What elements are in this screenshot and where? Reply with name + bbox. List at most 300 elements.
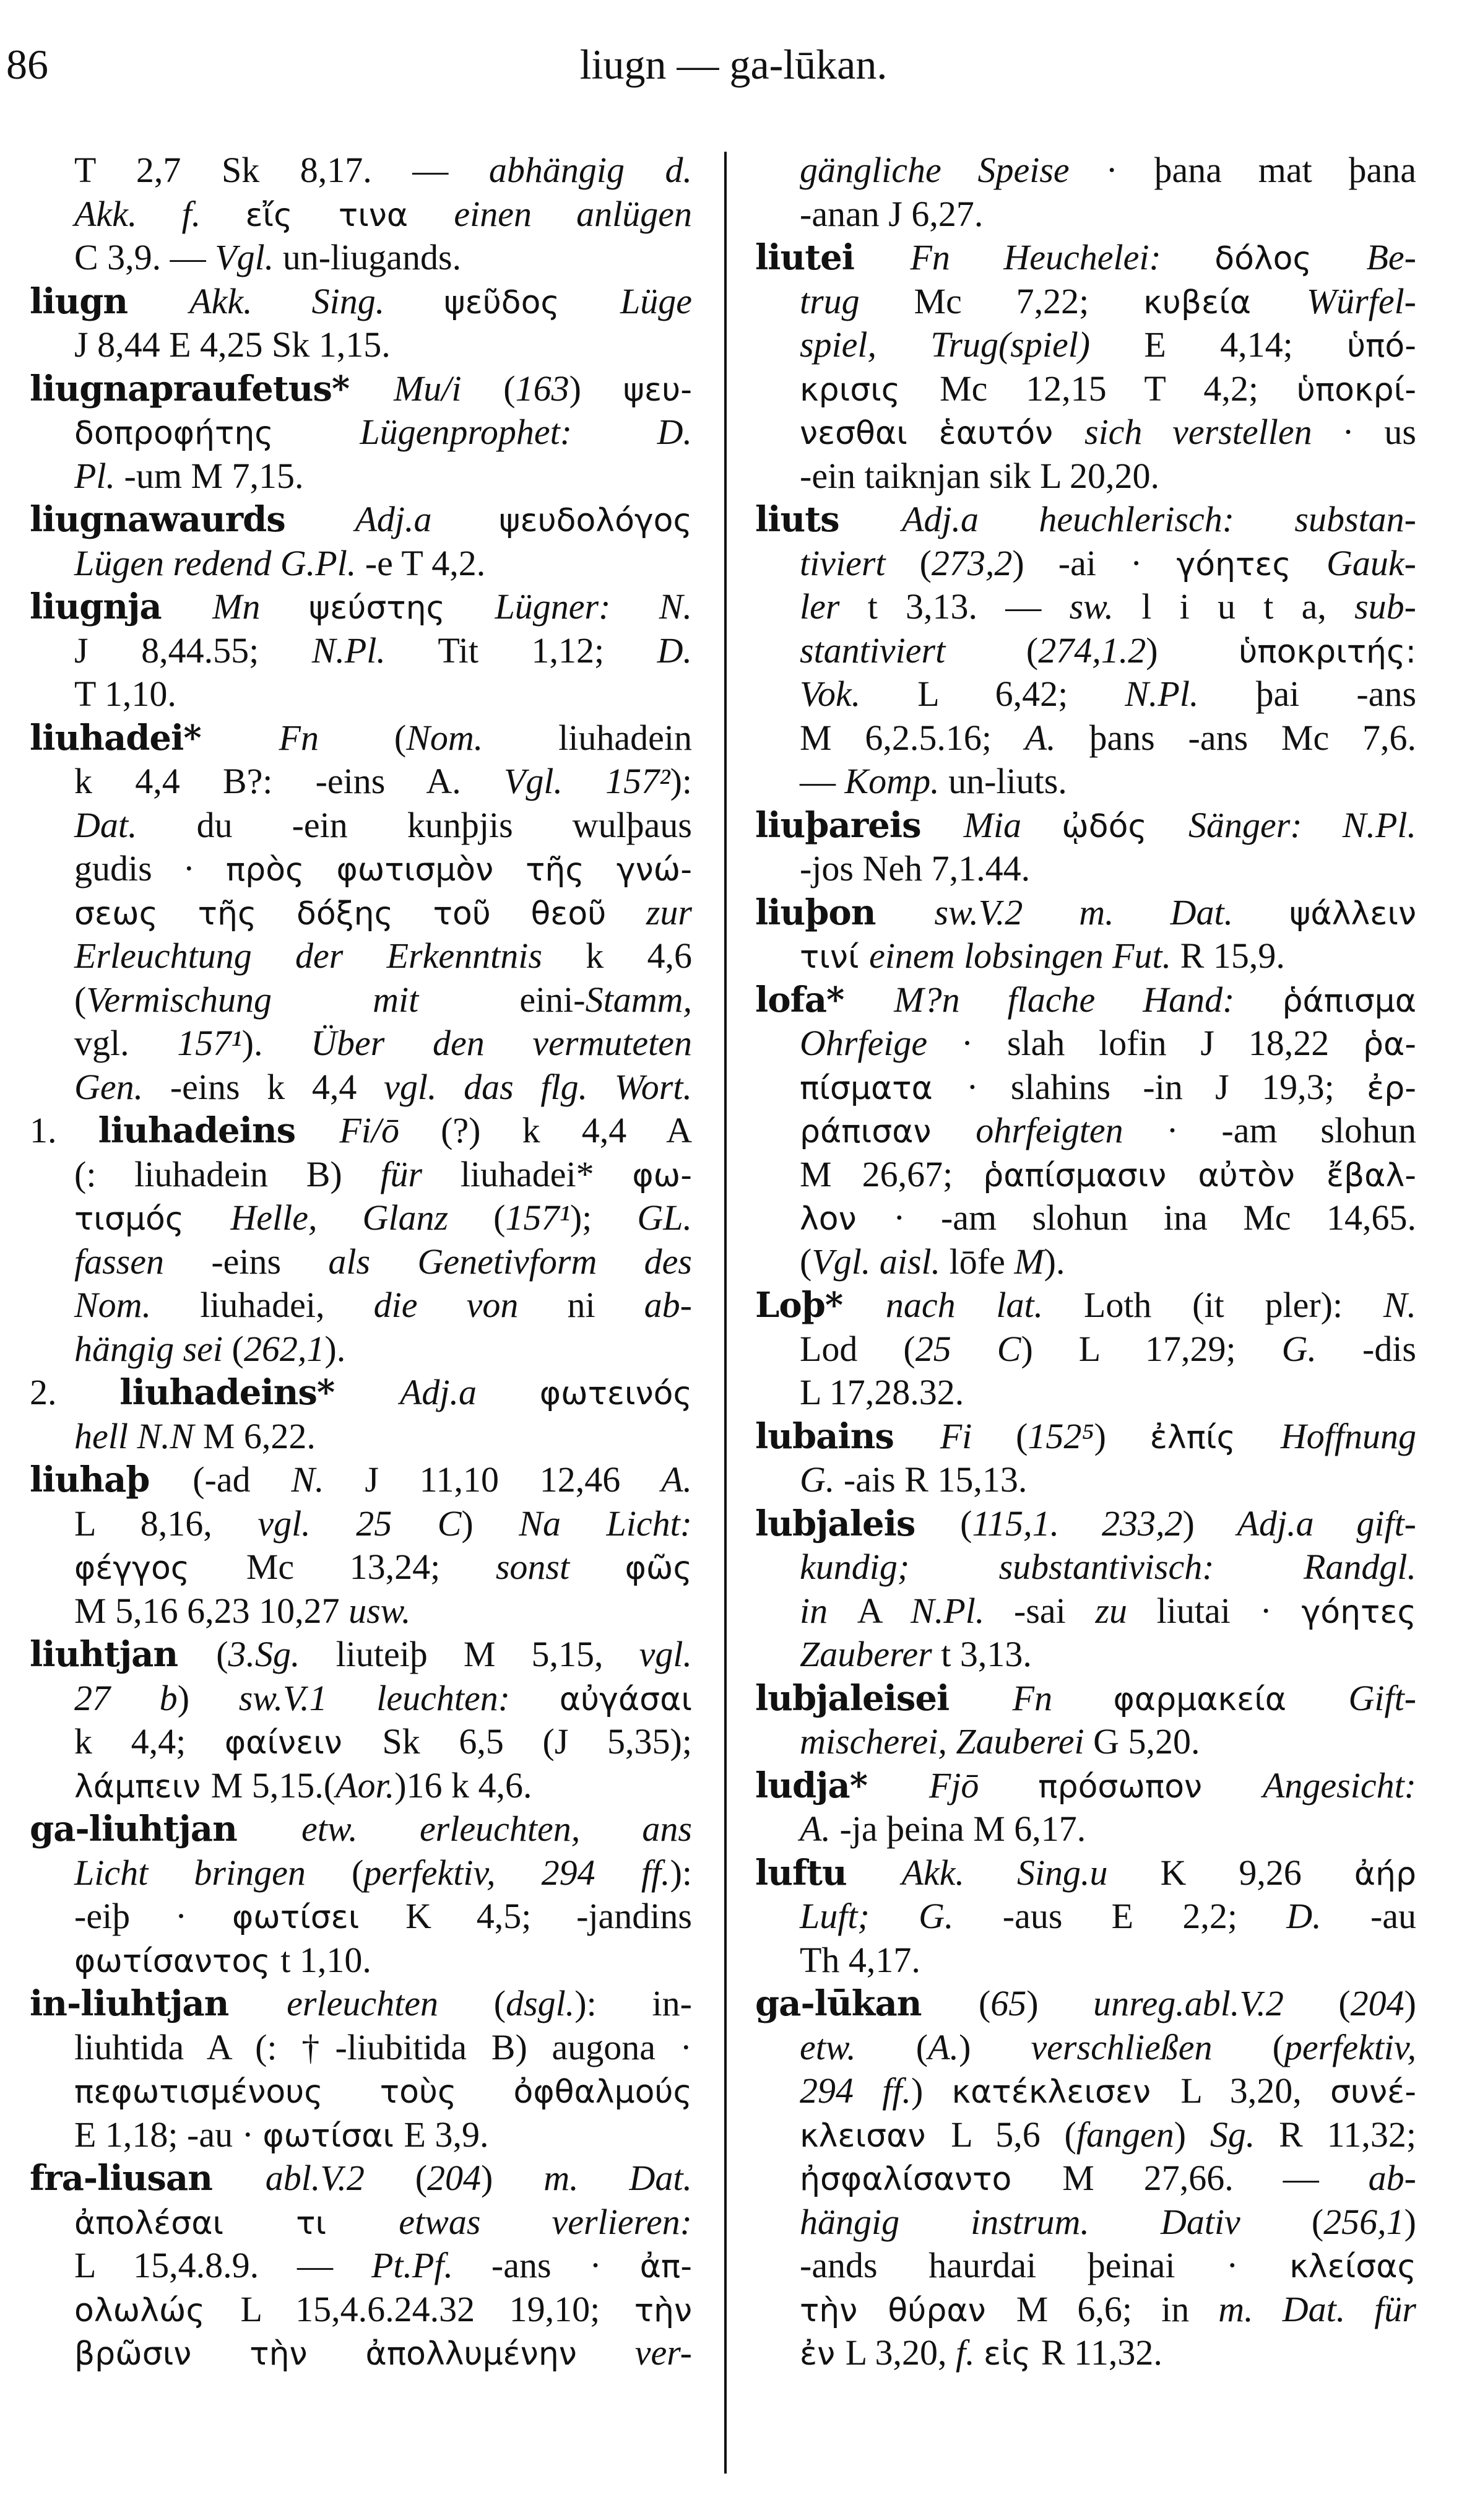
entry-line <box>74 760 692 803</box>
entry-line <box>74 2069 692 2113</box>
greek-text: τὴν θύραν <box>800 2292 1016 2329</box>
italic-gloss: Fi <box>940 1415 1016 1456</box>
headword: ga-lūkan <box>755 1983 979 2024</box>
italic-gloss: usw. <box>348 1590 411 1631</box>
greek-text: κλεισαν <box>800 2117 951 2155</box>
italic-gloss: kundig; substantivisch: Randgl. <box>800 1547 1416 1587</box>
text-run: -ein taiknjan sik L 20,20. <box>800 455 1159 496</box>
headword: ludja* <box>755 1765 929 1806</box>
text-run: J 8,44 E 4,25 Sk 1,15. <box>74 324 391 365</box>
italic-gloss: Luft; <box>800 1896 919 1936</box>
text-run: ) <box>461 1503 519 1544</box>
text-run: un-liugands. <box>282 237 462 277</box>
column-rule <box>724 152 727 2474</box>
italic-gloss: Gen. <box>74 1066 170 1107</box>
text-run: (?) k 4,4 A <box>441 1110 693 1150</box>
entry-line <box>74 193 692 236</box>
text-run: 2. <box>30 1372 120 1412</box>
entry-line <box>74 672 692 716</box>
greek-text: κυβεία <box>1143 284 1307 321</box>
entry-line <box>800 2157 1416 2200</box>
entry-line <box>74 149 692 192</box>
italic-gloss: GL. <box>637 1197 692 1238</box>
italic-gloss: M?n flache Hand: <box>894 979 1283 1020</box>
entry-line <box>74 1327 692 1371</box>
text-run: t 3,13. — <box>867 586 1070 627</box>
italic-gloss: Vgl. aisl. <box>811 1241 950 1282</box>
italic-gloss: hängig instrum. Dativ <box>800 2201 1312 2242</box>
italic-gloss: verschließen <box>1031 2027 1273 2067</box>
text-run: )16 k 4,6. <box>394 1765 532 1805</box>
text-run: Loth (it pler): <box>1083 1285 1383 1325</box>
text-run: ). <box>1044 1241 1065 1282</box>
italic-gloss: N. <box>1383 1285 1416 1325</box>
italic-gloss: Helle, Glanz <box>230 1197 494 1238</box>
headword: in-liuhtjan <box>30 1983 287 2024</box>
text-run: ( <box>1016 1415 1028 1456</box>
italic-gloss: 115,1. 233,2 <box>972 1503 1183 1544</box>
entry-line <box>74 1545 692 1589</box>
italic-gloss: Sg. <box>1210 2114 1279 2155</box>
text-run: -ands haurdai þeinai · <box>800 2245 1290 2285</box>
entry-line <box>74 891 692 934</box>
italic-gloss: in <box>800 1590 857 1631</box>
italic-gloss: f. <box>955 2332 984 2373</box>
entry-line <box>74 542 692 585</box>
italic-gloss: N.Pl. <box>1125 674 1256 714</box>
greek-text: λάμπειν <box>74 1768 211 1805</box>
greek-text: ψευδολόγος <box>499 502 692 539</box>
entry-line <box>74 1939 692 1982</box>
italic-gloss: 157¹ <box>177 1023 242 1063</box>
text-run: R 11,32; <box>1279 2114 1417 2155</box>
italic-gloss: Gauk- <box>1326 542 1416 583</box>
entry-line <box>74 1764 692 1807</box>
italic-gloss: N.Pl. <box>311 630 386 671</box>
text-run: ) <box>177 1677 239 1718</box>
entry-line <box>800 847 1416 890</box>
text-run: -anan J 6,27. <box>800 193 984 234</box>
italic-gloss: Gift- <box>1348 1677 1417 1718</box>
italic-gloss: abl.V.2 <box>265 2158 415 2198</box>
entry-line <box>800 1807 1416 1851</box>
entry-line <box>74 1240 692 1284</box>
italic-gloss: Vermischung mit <box>86 979 520 1020</box>
italic-gloss: abhängig d. <box>488 150 692 190</box>
greek-text: αὐγάσαι <box>559 1680 692 1718</box>
greek-text: πεφωτισμένους τοὺς ὀφθαλμούς <box>74 2074 692 2111</box>
entry-line <box>800 1371 1416 1414</box>
entry-headline <box>755 1415 1416 1458</box>
italic-gloss: 256,1 <box>1323 2201 1404 2242</box>
italic-gloss: G. <box>919 1896 1003 1936</box>
greek-text: φω- <box>632 1157 692 1194</box>
italic-gloss: etw. <box>800 2027 916 2067</box>
text-run: liuhadein <box>558 717 693 758</box>
entry-line <box>800 2244 1416 2287</box>
text-run: ) <box>481 2158 544 2198</box>
italic-gloss: 294 ff. <box>800 2070 911 2111</box>
italic-gloss: Adj.a <box>399 1372 540 1412</box>
text-run: ) <box>1182 1503 1237 1544</box>
text-run: ( <box>1026 630 1039 671</box>
italic-gloss: sub- <box>1354 586 1416 627</box>
text-run: -eins k 4,4 <box>170 1066 384 1107</box>
text-run: -ja þeina M 6,17. <box>839 1809 1086 1849</box>
entry-line <box>74 1851 692 1895</box>
italic-gloss: 152⁵ <box>1028 1415 1094 1456</box>
italic-gloss: Mia <box>963 804 1062 845</box>
text-run: M 6,22. <box>202 1415 316 1456</box>
italic-gloss: Ohrfeige <box>800 1023 961 1063</box>
italic-gloss: Vgl. 157² <box>503 761 670 801</box>
text-run: ) <box>959 2027 1031 2067</box>
headword: liuhaþ <box>30 1459 193 1500</box>
italic-gloss: Über den vermuteten <box>311 1023 692 1063</box>
greek-text: εἰς <box>984 2335 1041 2373</box>
text-run: ( <box>216 1634 228 1674</box>
italic-gloss: Lügen redend G.Pl. <box>74 542 365 583</box>
text-run: ) <box>1026 1983 1094 2023</box>
greek-text: βρῶσιν τὴν ἀπολλυμένην <box>74 2335 635 2373</box>
text-run: -eins <box>211 1241 329 1282</box>
italic-gloss: sw. <box>1069 586 1142 627</box>
italic-gloss: 204 <box>427 2158 482 2198</box>
text-run: · slahins -in J 19,3; <box>966 1066 1367 1107</box>
italic-gloss: N. <box>291 1459 365 1500</box>
italic-gloss: hängig sei <box>74 1328 232 1369</box>
italic-gloss: M <box>1014 1241 1044 1282</box>
text-run: M 5,15.( <box>210 1765 336 1805</box>
text-run: ( <box>978 1983 991 2023</box>
greek-text: πρόσωπον <box>1038 1768 1263 1805</box>
italic-gloss: zu <box>1095 1590 1157 1631</box>
entry-headline <box>30 1109 692 1152</box>
greek-text: φωτίσαντος <box>74 1942 281 1980</box>
text-run: Mc 7,22; <box>914 280 1144 321</box>
text-run: T 2,7 Sk 8,17. — <box>74 150 489 190</box>
text-run: · -am slohun <box>1166 1110 1417 1150</box>
text-run: ( <box>232 1328 244 1369</box>
text-run: lōfe <box>949 1241 1015 1282</box>
entry-line <box>74 1720 692 1763</box>
text-run: ); <box>569 1197 638 1238</box>
headword: liuhtjan <box>30 1634 217 1675</box>
text-run: liutai · <box>1156 1590 1302 1631</box>
italic-gloss: trug <box>800 280 914 321</box>
entry-line <box>800 585 1416 628</box>
entry-line <box>74 1022 692 1065</box>
entry-line <box>74 1415 692 1458</box>
entry-headline <box>30 1633 692 1676</box>
text-run: ) L 17,29; <box>1021 1328 1282 1369</box>
headword: Loþ* <box>755 1285 886 1326</box>
text-run: A <box>857 1590 911 1631</box>
italic-gloss: Stamm, <box>585 979 692 1020</box>
text-run: E 4,14; <box>1144 324 1348 365</box>
entry-headline <box>30 1982 692 2025</box>
italic-gloss: Lüge <box>620 280 692 321</box>
italic-gloss: sich verstellen <box>1084 412 1343 452</box>
italic-gloss: mischerei, Zauberei <box>800 1721 1094 1762</box>
text-run: M 26,67; <box>800 1154 984 1194</box>
entry-line <box>800 1153 1416 1196</box>
italic-gloss: A. <box>1024 717 1089 758</box>
greek-text: ὑποκρί- <box>1296 371 1417 409</box>
page-number: 86 <box>6 41 48 88</box>
text-run: L 5,6 ( <box>951 2114 1076 2155</box>
text-run: -aus E 2,2; <box>1002 1896 1287 1936</box>
entry-line <box>74 2113 692 2157</box>
text-run: ( <box>960 1503 972 1544</box>
text-run: k 4,4 B?: -eins A. <box>74 761 504 801</box>
greek-text: δόλος <box>1214 240 1367 277</box>
entry-headline <box>30 1458 692 1501</box>
entry-line <box>74 236 692 279</box>
italic-gloss: A. <box>661 1459 693 1500</box>
greek-text: ῥα- <box>1362 1026 1416 1063</box>
italic-gloss: 27 b <box>74 1677 178 1718</box>
headword: liutei <box>755 237 911 278</box>
text-run: L 15,4.6.24.32 19,10; <box>240 2288 634 2329</box>
italic-gloss: Licht bringen <box>74 1852 352 1893</box>
greek-text: πίσματα <box>800 1069 967 1107</box>
entry-line <box>800 1196 1416 1240</box>
entry-line <box>800 1545 1416 1589</box>
greek-text: φαρμακεία <box>1113 1680 1349 1718</box>
italic-gloss: Lügner: N. <box>495 586 692 627</box>
italic-gloss: sw.V.2 m. Dat. <box>934 892 1290 932</box>
entry-headline <box>30 1371 692 1414</box>
text-run: ) <box>569 368 623 409</box>
italic-gloss: Fn <box>279 717 394 758</box>
text-run: (-ad <box>193 1459 292 1500</box>
greek-text: τινί <box>800 939 870 976</box>
italic-gloss: G. <box>800 1459 844 1500</box>
italic-gloss: perfektiv, <box>1284 2027 1416 2067</box>
headword: ga-liuhtjan <box>30 1809 301 1849</box>
text-run: ( <box>1311 2201 1324 2242</box>
text-run: liuteiþ M 5,15, <box>335 1634 639 1674</box>
entry-line <box>800 1458 1416 1501</box>
text-run: ). <box>324 1328 346 1369</box>
text-run: L 15,4.8.9. — <box>74 2245 371 2285</box>
italic-gloss: Adj.a <box>355 499 500 539</box>
italic-gloss: Nom. <box>74 1285 201 1325</box>
entry-line <box>800 1720 1416 1763</box>
text-run: liuhadei, <box>200 1285 374 1325</box>
text-run: -jos Neh 7,1.44. <box>800 848 1031 889</box>
greek-text: τὴν <box>634 2292 693 2329</box>
text-run: L 17,28.32. <box>800 1372 964 1412</box>
entry-headline <box>30 367 692 411</box>
italic-gloss: Vgl. <box>215 237 283 277</box>
text-run: liuhadei* <box>460 1154 633 1194</box>
italic-gloss: N.Pl. <box>911 1590 1015 1631</box>
italic-gloss: 157¹ <box>505 1197 570 1238</box>
text-run: ) <box>1404 1983 1416 2023</box>
italic-gloss: ohrfeigten <box>976 1110 1167 1150</box>
entry-line <box>800 280 1416 323</box>
text-run: Tit 1,12; <box>385 630 657 671</box>
italic-gloss: ler <box>800 586 868 627</box>
entry-line <box>800 1895 1416 1938</box>
italic-gloss: D. <box>657 630 692 671</box>
entry-line <box>800 411 1416 454</box>
text-run: R 11,32. <box>1041 2332 1162 2373</box>
text-run: ): <box>670 761 692 801</box>
entry-line <box>74 934 692 978</box>
entry-headline <box>755 498 1416 541</box>
italic-gloss: fangen <box>1076 2114 1174 2155</box>
text-run: ) <box>1094 1415 1150 1456</box>
text-run: un-liuts. <box>948 761 1067 801</box>
italic-gloss: Dat. <box>74 804 197 845</box>
text-run: þans -ans Mc 7,6. <box>1089 717 1416 758</box>
entry-headline <box>30 585 692 628</box>
entry-line <box>800 454 1416 498</box>
text-run: -um M 7,15. <box>124 455 304 496</box>
entry-line <box>74 323 692 367</box>
headword: liuhadei* <box>30 717 279 758</box>
text-run: K 9,26 <box>1160 1852 1354 1893</box>
text-run: du -ein kunþjis wulþaus <box>196 804 693 845</box>
entry-line <box>800 542 1416 585</box>
entry-line <box>74 978 692 1022</box>
text-run: G 5,20. <box>1093 1721 1200 1762</box>
text-run: C 3,9. — <box>74 237 215 277</box>
headword: lubjaleis <box>755 1503 961 1544</box>
entry-line <box>800 367 1416 411</box>
italic-gloss: m. Dat. für <box>1218 2288 1416 2329</box>
italic-gloss: ab- <box>1368 2158 1416 2198</box>
entry-headline <box>755 978 1416 1022</box>
italic-gloss: gängliche Speise <box>800 150 1106 190</box>
text-run: ( <box>74 979 87 1020</box>
entry-headline <box>30 2157 692 2200</box>
text-run: t 3,13. <box>941 1634 1032 1674</box>
text-run: ( <box>394 717 407 758</box>
text-run: ) <box>911 2070 952 2111</box>
text-run: liuhtida A (: †-liubitida B) augona · <box>74 2027 692 2067</box>
entry-line <box>74 1502 692 1545</box>
text-run: · -am slohun ina Mc 14,65. <box>893 1197 1417 1238</box>
entry-headline <box>755 1284 1416 1327</box>
italic-gloss: vgl. 25 C <box>257 1503 462 1544</box>
headword: liuþareis <box>755 804 964 846</box>
italic-gloss: Pt.Pf. <box>371 2245 491 2285</box>
greek-text: ἀήρ <box>1354 1855 1417 1893</box>
entry-headline <box>755 1677 1416 1720</box>
italic-gloss: Erleuchtung der Erkenntnis <box>74 936 586 976</box>
greek-text: εἴς τινα <box>245 196 454 234</box>
text-run: 1. <box>30 1110 98 1150</box>
entry-headline <box>755 236 1416 279</box>
entry-line <box>800 2026 1416 2069</box>
text-run: ( <box>493 1197 506 1238</box>
text-run: M 27,66. — <box>1062 2158 1369 2198</box>
italic-gloss: vgl. <box>639 1634 692 1674</box>
italic-gloss: Fn Heuchelei: <box>910 237 1215 277</box>
greek-text: ἀπολέσαι τι <box>74 2204 399 2242</box>
italic-gloss: Hoffnung <box>1280 1415 1416 1456</box>
text-run: Lod ( <box>800 1328 915 1369</box>
greek-text: ὑποκριτής: <box>1239 633 1416 671</box>
greek-text: ἠσφαλίσαντο <box>800 2161 1063 2198</box>
text-run: ni <box>567 1285 644 1325</box>
entry-line <box>800 2331 1416 2374</box>
headword: fra-liusan <box>30 2158 266 2199</box>
italic-gloss: etw. erleuchten, ans <box>301 1809 692 1849</box>
italic-gloss: 65 <box>990 1983 1027 2023</box>
greek-text: ἀπ- <box>639 2248 692 2285</box>
greek-text: σεως τῆς δόξης τοῦ θεοῦ <box>74 895 646 932</box>
entry-headline <box>30 280 692 323</box>
text-run: J 11,10 12,46 <box>365 1459 662 1500</box>
greek-text: ᾠδός <box>1062 807 1189 845</box>
text-run: k 4,4; <box>74 1721 225 1762</box>
text-run: ). <box>241 1023 311 1063</box>
text-run: · slah lofin J 18,22 <box>961 1023 1363 1063</box>
greek-text: ἐρ- <box>1367 1069 1417 1107</box>
text-run: -eiþ · <box>74 1896 232 1936</box>
entry-line <box>74 629 692 672</box>
italic-gloss: Aor. <box>335 1765 395 1805</box>
entry-line <box>74 804 692 847</box>
greek-text: νεσθαι ἑαυτόν <box>800 415 1084 452</box>
italic-gloss: 274,1.2 <box>1038 630 1146 671</box>
text-run: E 3,9. <box>404 2114 489 2155</box>
greek-text: λον <box>800 1201 894 1238</box>
italic-gloss: Angesicht: <box>1262 1765 1416 1805</box>
entry-headline <box>30 716 692 760</box>
italic-gloss: perfektiv, 294 ff. <box>363 1852 670 1893</box>
headword: luftu <box>755 1852 902 1893</box>
italic-gloss: Vok. <box>800 674 918 714</box>
headword: liuhadeins <box>98 1110 340 1151</box>
text-run: þai -ans <box>1255 674 1417 714</box>
italic-gloss: Sänger: N.Pl. <box>1188 804 1416 845</box>
text-run: Mc 13,24; <box>246 1547 496 1587</box>
entry-line <box>800 629 1416 672</box>
text-run: L 6,42; <box>917 674 1125 714</box>
entry-line <box>800 2113 1416 2157</box>
italic-gloss: die von <box>373 1285 568 1325</box>
greek-text: ὑπό- <box>1347 328 1416 365</box>
italic-gloss: 3.Sg. <box>228 1634 336 1674</box>
text-run: -dis <box>1317 1328 1417 1369</box>
text-run: (: liuhadein B) <box>74 1154 381 1194</box>
italic-gloss: Lügenprophet: D. <box>360 412 692 452</box>
text-run: E 1,18; -au · <box>74 2114 263 2155</box>
headword: lubjaleisei <box>755 1677 1013 1719</box>
entry-line <box>800 2069 1416 2113</box>
italic-gloss: Fi/ō <box>339 1110 441 1150</box>
entry-line <box>800 1589 1416 1633</box>
greek-text: γόητες <box>1176 545 1327 583</box>
italic-gloss: Mn <box>212 586 309 627</box>
entry-line <box>74 1284 692 1327</box>
text-run: ( <box>503 368 516 409</box>
entry-line <box>74 411 692 454</box>
entry-headline <box>755 804 1416 847</box>
italic-gloss: unreg.abl.V.2 <box>1093 1983 1339 2023</box>
greek-text: φαίνειν <box>224 1724 383 1762</box>
greek-text: δοπροφήτης <box>74 415 360 452</box>
entry-line <box>800 1939 1416 1982</box>
italic-gloss: 262,1 <box>243 1328 325 1369</box>
italic-gloss: Mu/i <box>393 368 504 409</box>
